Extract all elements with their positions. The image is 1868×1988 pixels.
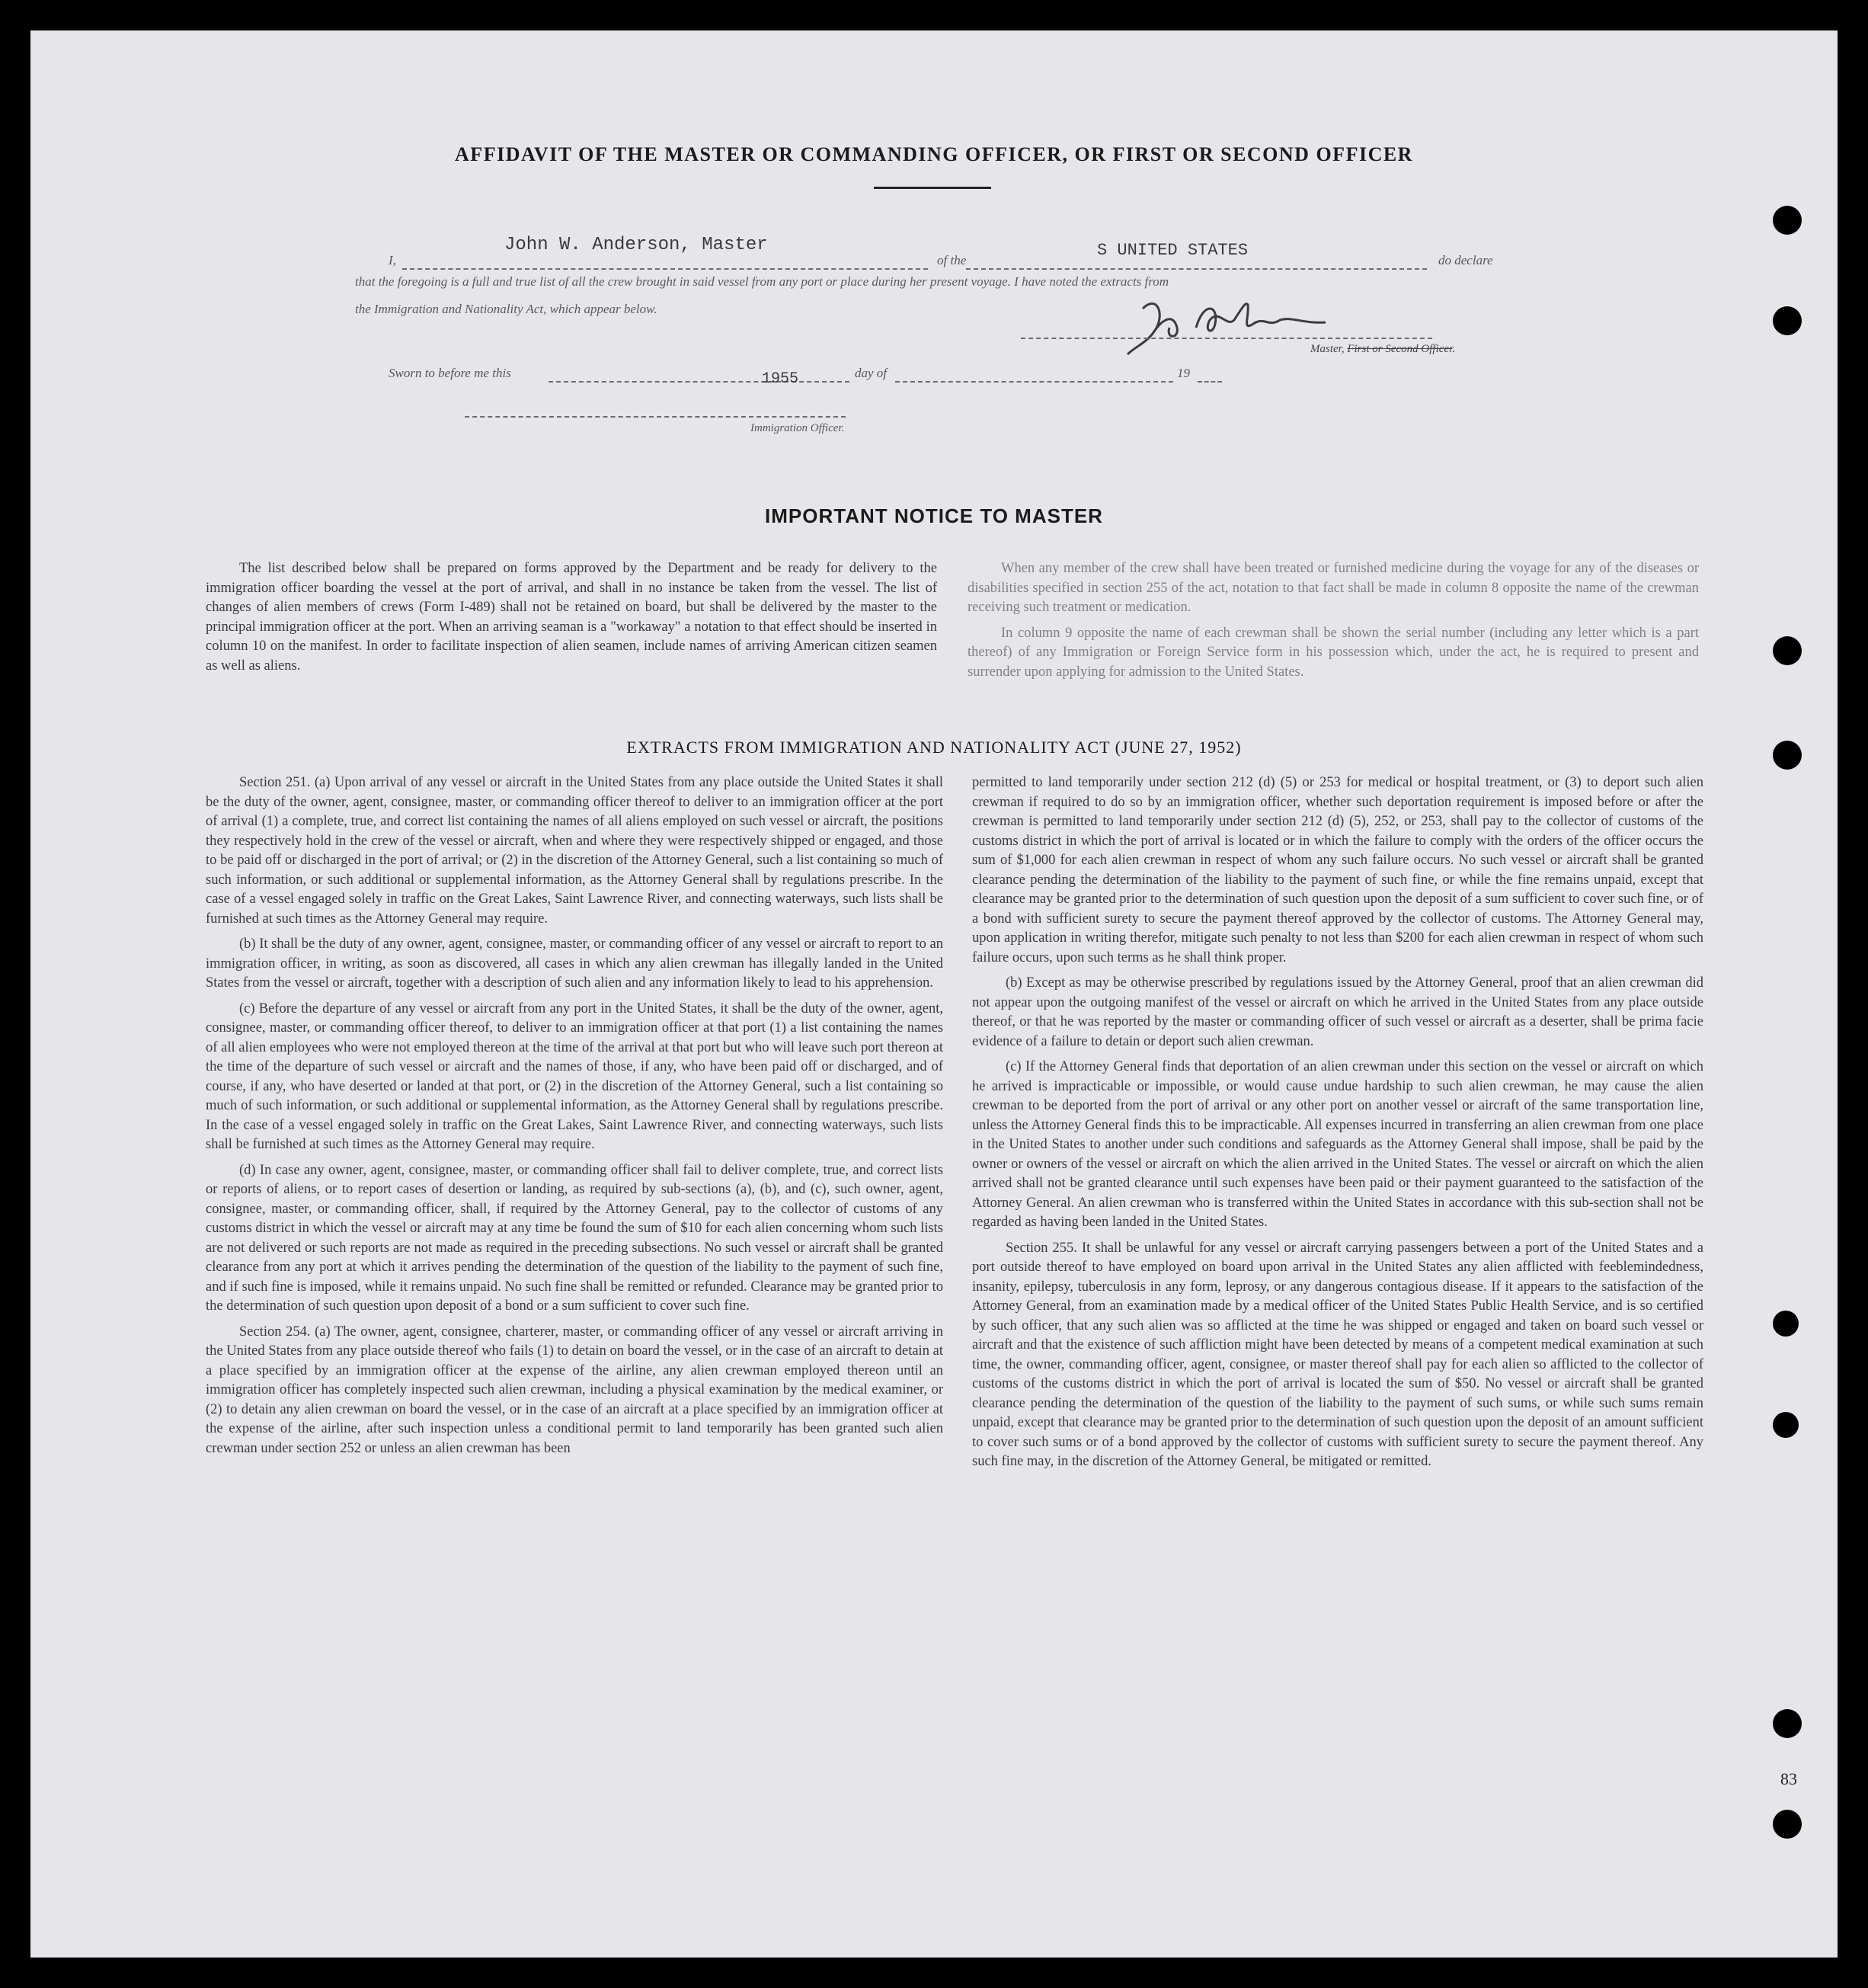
document-page bbox=[30, 30, 1838, 1958]
extracts-title: EXTRACTS FROM IMMIGRATION AND NATIONALITY ACT (JUNE 27, 1952) bbox=[626, 738, 1242, 757]
notice-left-paragraph: The list described below shall be prepared on forms approved by the Department and be ready for delivery to the immigration officer boarding the vessel at the port of arrival, and shall in no instance be taken from the vessel. The list of changes of alien members of crews (Form I-489) shall not be retained on board, but shall be delivered by the master to the principal immigration officer at the port. When an arriving seaman is a "workaway" a notation to that effect should be inserted in column 10 on the manifest. In order to facilitate inspection of alien seamen, include names of arriving American citizen seamen as well as aliens. bbox=[206, 561, 937, 674]
i-label: I, bbox=[389, 253, 396, 267]
declaration-text bbox=[355, 268, 1543, 323]
section-251a: Section 251. (a) Upon arrival of any vessel or aircraft in the United States from any place outside the United States it shall be the duty of the owner, agent, consignee, master, or commanding officer thereof to deliver to an immigration officer at the port of arrival (1) a complete, true, and correct list containing the names of all aliens employed on such vessel or aircraft, the positions they respectively hold in the crew of the vessel or aircraft, when and where they were respectively shipped or engaged, and those to be paid off or discharged in the port of arrival; or (2) in the discretion of the Attorney General, such a list containing so much of such information, or such additional or supplemental information, as the Attorney General shall by regulations prescribe. In the case of a vessel engaged solely in traffic on the Great Lakes, Saint Lawrence River, and connecting waterways, such lists shall be furnished at such times as the Attorney General may require. bbox=[206, 775, 943, 927]
sworn-year-typed: 1955 bbox=[762, 370, 799, 388]
master-signature bbox=[1112, 286, 1341, 358]
declare-label: do declare bbox=[1438, 253, 1493, 267]
caption-period: . bbox=[1452, 343, 1455, 355]
year-fill-line bbox=[1198, 381, 1222, 383]
sworn-fill-line bbox=[549, 381, 849, 383]
punch-hole bbox=[1773, 741, 1802, 770]
vessel-name-typed: S UNITED STATES bbox=[1097, 241, 1249, 260]
punch-hole bbox=[1773, 306, 1802, 335]
signature-line bbox=[1021, 338, 1432, 339]
punch-hole bbox=[1773, 1709, 1802, 1738]
declaration-line-2: the Immigration and Nationality Act, which appear below. bbox=[355, 302, 657, 316]
notice-right-paragraph: When any member of the crew shall have been treated or furnished medicine during the voyage for any of the diseases or disabilities specified in section 255 of the act, notation to that fact shall be made in column 8 opposite the name of the crewman receiving such treatment or medication. bbox=[968, 561, 1699, 615]
signature-caption bbox=[1310, 343, 1455, 356]
page-number: 83 bbox=[1780, 1769, 1797, 1788]
punch-hole bbox=[1773, 1311, 1799, 1337]
punch-hole bbox=[1773, 206, 1802, 235]
month-fill-line bbox=[895, 381, 1173, 383]
extracts-left-column bbox=[206, 773, 943, 1465]
section-255: Section 255. It shall be unlawful for any vessel or aircraft carrying passengers between a port of the United States and a port outside thereof to have employed on board upon arrival in the United States any alien afflicted with feeblemindedness, insanity, epilepsy, tuberculosis in any form, leprosy, or any dangerous contagious disease. If it appears to the satisfaction of the Attorney General, from an examination made by a medical officer of the United States Public Health Service, and is so certified by such officer, that any such alien was so afflicted at the time he was shipped or engaged and taken on board such vessel or aircraft and that the existence of such affliction might have been detected by means of a competent medical examination at such time, the owner, commanding officer, agent, consignee, or master thereof shall pay for each alien so afflicted to the collector of customs of the customs district in which the port of arrival is located the sum of $50. No vessel or aircraft shall be granted clearance pending the determination of the question of the liability to the payment of such sums, or while such sums remain unpaid, except that clearance may be granted prior to the determination of such question upon the deposit of an amount sufficient to cover such sums or of a bond approved by the collector of customs with sufficient surety to secure the payment thereof. Any such fine may, in the discretion of the Attorney General, be mitigated or remitted. bbox=[972, 1240, 1703, 1469]
declaration-line-1: that the foregoing is a full and true list of all the crew brought in said vessel from any port or place during her present voyage. I have noted the extracts from bbox=[355, 274, 1169, 289]
notice-right-column bbox=[968, 559, 1699, 688]
punch-hole bbox=[1773, 636, 1802, 665]
caption-master: Master, bbox=[1310, 343, 1348, 355]
punch-hole bbox=[1773, 1810, 1802, 1839]
section-254b: (b) Except as may be otherwise prescribed by regulations issued by the Attorney General, proof that an alien crewman did not appear upon the outgoing manifest of the vessel or aircraft on which he arrived in the United States from any place outside thereof, or that he was reported by the master or commanding officer of such vessel or aircraft as a deserter, shall be prima facie evidence of a failure to detain or deport such alien crewman. bbox=[972, 975, 1703, 1049]
section-251d: (d) In case any owner, agent, consignee, master, or commanding officer shall fail to deliver complete, true, and correct lists or reports of aliens, or to report cases of desertion or landing, as required by sub-sections (a), (b), and (c), such owner, agent, consignee, master, or commanding officer, shall, if required by the Attorney General, pay to the collector of customs of any customs district in which the vessel or aircraft may at any time be found the sum of $10 for each alien concerning whom such lists are not delivered or such reports are not made as required in the preceding subsections. No such vessel or aircraft shall be granted clearance from any port at which it arrives pending the determination of the question of the liability to the payment of such fine, and if such fine is imposed, while it remains unpaid. No such fine shall be remitted or refunded. Clearance may be granted prior to the determination of such question upon deposit of a bond or a sum sufficient to cover such fine. bbox=[206, 1162, 943, 1314]
day-of-label: day of bbox=[855, 366, 888, 380]
section-254c: (c) If the Attorney General finds that deportation of an alien crewman under this section on the vessel or aircraft on which he arrived is impracticable or impossible, or would cause undue hardship to such alien crewman, he may cause the alien crewman to be deported from the port of arrival or any other port on another vessel or aircraft of the same transportation line, unless the Attorney General finds this to be impracticable. All expenses incurred in transferring an alien crewman from one place in the United States to another under such conditions and safeguards as the Attorney General shall impose, shall be paid by the owner or owners of the vessel or aircraft on which the alien arrived in the United States. The vessel or aircraft on which the alien arrived shall not be granted clearance until such expenses have been paid or their payment guaranteed to the satisfaction of the Attorney General. An alien crewman who is transferred within the United States in accordance with this sub-section shall not be regarded as having been landed in the United States. bbox=[972, 1059, 1703, 1230]
affidavit-title: AFFIDAVIT OF THE MASTER OR COMMANDING OFFICER, OR FIRST OR SECOND OFFICER bbox=[455, 143, 1413, 165]
section-254a-continued: permitted to land temporarily under section 212 (d) (5) or 253 for medical or hospital treatment, or (3) to deport such alien crewman if required to do so by an immigration officer, whether such deportation requirement is imposed before or after the crewman is permitted to land temporarily under section 212 (d) (5), 252, or 253, shall pay to the collector of customs of the customs district in which the port of arrival is located or in which the failure to comply with the orders of the officer occurs the sum of $1,000 for each alien crewman in respect of whom any such failure occurs. No such vessel or aircraft shall be granted clearance pending the determination of the liability to the payment of such fine, or while the fine remains unpaid, except that clearance may be granted prior to the determination of such question upon the deposit of a sum sufficient to cover such fine, or of a bond with sufficient surety to secure the payment thereof approved by the collector of customs. The Attorney General may, upon application in writing therefor, mitigate such penalty to not less than $200 for each alien crewman in respect of whom such failure occurs, upon such terms as he shall think proper. bbox=[972, 775, 1703, 965]
caption-struck-officer: First or Second Officer bbox=[1347, 343, 1453, 355]
sworn-label: Sworn to before me this bbox=[389, 366, 511, 380]
notice-left-column bbox=[206, 559, 937, 682]
officer-fill-line bbox=[465, 416, 846, 418]
section-251c: (c) Before the departure of any vessel or aircraft from any port in the United States, it shall be the duty of the owner, agent, consignee, master, or commanding officer thereof, to deliver to an immigration officer at that port (1) a list containing the names of all alien employees who were not employed thereon at the time of the arrival at that port but who will leave such port thereon at the time of the departure of such vessel or aircraft and the names of those, if any, who have been paid off or discharged, and of course, if any, who have deserted or landed at that port, or (2) in the discretion of the Attorney General, such a list containing so much of such information, or such additional or supplemental information, as the Attorney General shall by regulations prescribe. In the case of a vessel engaged solely in traffic on the Great Lakes, Saint Lawrence River, and connecting waterways, such lists shall be furnished at such times as the Attorney General may require. bbox=[206, 1000, 943, 1152]
extracts-right-column bbox=[972, 773, 1703, 1478]
title-divider bbox=[874, 187, 991, 189]
officer-label: Immigration Officer. bbox=[750, 422, 845, 434]
notice-right-paragraph: In column 9 opposite the name of each crewman shall be shown the serial number (including any letter which is a part thereof) of any Immigration or Foreign Service form in his possession which, under the act, he is required to present and surrender upon applying for admission to the United States. bbox=[968, 625, 1699, 680]
year-label: 19 bbox=[1177, 366, 1190, 380]
punch-hole bbox=[1773, 1412, 1799, 1438]
master-name-typed: John W. Anderson, Master bbox=[504, 235, 768, 255]
notice-title: IMPORTANT NOTICE TO MASTER bbox=[765, 504, 1103, 527]
section-251b: (b) It shall be the duty of any owner, agent, consignee, master, or commanding officer of any vessel or aircraft to report to an immigration officer, in writing, as soon as discovered, all cases in which any alien crewman has illegally landed in the United States from the vessel or aircraft, together with a description of such alien and any information likely to lead to his apprehension. bbox=[206, 936, 943, 991]
of-the-label: of the bbox=[937, 253, 967, 267]
section-254a: Section 254. (a) The owner, agent, consignee, charterer, master, or commanding officer of any vessel or aircraft arriving in the United States from any place outside thereof who fails (1) to detain on board the vessel, or in the case of an aircraft to detain at a place specified by an immigration officer at the expense of the airline, any alien crewman employed thereon until an immigration officer has completely inspected such alien crewman, including a physical examination by the medical examiner, or (2) to detain any alien crewman on board the vessel, or in the case of an aircraft at a place specified by an immigration officer at the expense of the airline, after such inspection unless a conditional permit to land temporarily has been granted such alien crewman under section 252 or unless an alien crewman has been bbox=[206, 1324, 943, 1456]
